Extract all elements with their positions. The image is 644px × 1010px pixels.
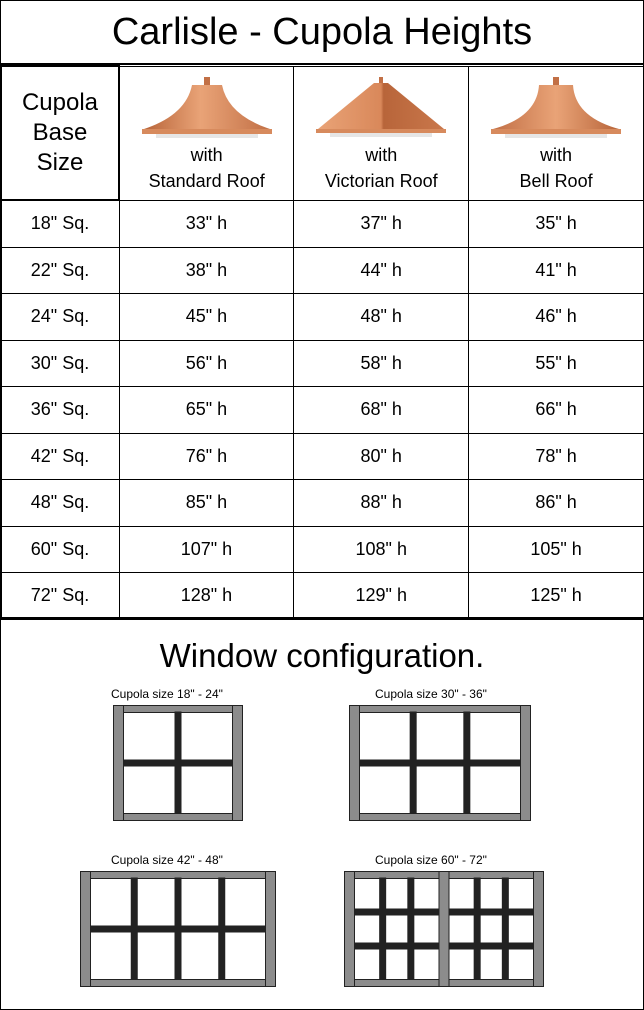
- window-config-label: Cupola size 42" - 48": [111, 853, 223, 867]
- standard-height-cell: 33" h: [119, 200, 294, 247]
- roof-caption-line1: with: [540, 144, 573, 165]
- window-muntin: [355, 943, 440, 949]
- bell-height-cell: 35" h: [469, 200, 644, 247]
- table-row: [1, 340, 644, 387]
- window-frame-side: [521, 706, 531, 821]
- standard-height-cell: 76" h: [119, 433, 294, 480]
- heights-table-body: [1, 200, 644, 619]
- window-muntin: [449, 909, 534, 915]
- standard-height-cell: 45" h: [119, 294, 294, 341]
- window-mullion: [502, 878, 508, 979]
- standard-height-cell: 128" h: [119, 573, 294, 620]
- roof-caption-line2: Bell Roof: [519, 170, 593, 191]
- window-mullion: [380, 878, 386, 979]
- window-frame-side: [534, 872, 544, 987]
- standard-height-cell: 85" h: [119, 480, 294, 527]
- bell-height-cell: 78" h: [469, 433, 644, 480]
- table-row: [1, 247, 644, 294]
- standard-roof-column-header: [119, 66, 294, 200]
- window-muntin: [360, 760, 521, 766]
- window-center-post: [439, 872, 449, 987]
- base-size-cell: 42" Sq.: [1, 433, 119, 480]
- table-row: [1, 433, 644, 480]
- victorian-roof-icon: [314, 77, 448, 141]
- window-frame-side: [114, 706, 124, 821]
- bell-height-cell: 46" h: [469, 294, 644, 341]
- base-size-cell: 48" Sq.: [1, 480, 119, 527]
- bell-roof-column-header: [469, 66, 644, 200]
- base-size-cell: 60" Sq.: [1, 526, 119, 573]
- window-rail: [124, 706, 233, 713]
- table-row: [1, 480, 644, 527]
- victorian-height-cell: 108" h: [294, 526, 469, 573]
- window-diagram-60-72: [344, 871, 544, 987]
- standard-height-cell: 56" h: [119, 340, 294, 387]
- window-configuration-section: [1, 617, 643, 1009]
- size-header-line: Cupola: [21, 89, 99, 116]
- window-config-label: Cupola size 60" - 72": [375, 853, 487, 867]
- heights-table: [0, 65, 644, 620]
- roof-caption-line1: with: [190, 144, 223, 165]
- standard-height-cell: 38" h: [119, 247, 294, 294]
- window-frame-side: [233, 706, 243, 821]
- roof-caption-line2: Victorian Roof: [324, 170, 438, 191]
- bell-roof-icon: [489, 77, 623, 141]
- victorian-height-cell: 88" h: [294, 480, 469, 527]
- window-rail: [360, 706, 521, 713]
- bell-height-cell: 41" h: [469, 247, 644, 294]
- window-rail: [449, 980, 534, 987]
- window-rail: [360, 814, 521, 821]
- victorian-height-cell: 48" h: [294, 294, 469, 341]
- window-muntin: [449, 943, 534, 949]
- page-title: Carlisle - Cupola Heights: [1, 1, 643, 65]
- window-rail: [91, 872, 266, 879]
- table-row: [1, 387, 644, 434]
- window-diagram-18-24: [113, 705, 243, 821]
- table-row: [1, 200, 644, 247]
- table-header-row: [1, 66, 644, 200]
- window-frame-side: [266, 872, 276, 987]
- size-column-header: [1, 66, 119, 200]
- window-config-label: Cupola size 18" - 24": [111, 687, 223, 701]
- table-row: [1, 294, 644, 341]
- victorian-height-cell: 37" h: [294, 200, 469, 247]
- base-size-cell: 24" Sq.: [1, 294, 119, 341]
- standard-height-cell: 65" h: [119, 387, 294, 434]
- window-diagram-42-48: [80, 871, 276, 987]
- window-diagram-30-36: [349, 705, 531, 821]
- table-row: [1, 573, 644, 620]
- bell-height-cell: 66" h: [469, 387, 644, 434]
- window-rail: [355, 872, 440, 879]
- table-row: [1, 526, 644, 573]
- window-rail: [124, 814, 233, 821]
- size-header-line: Size: [36, 149, 84, 176]
- base-size-cell: 72" Sq.: [1, 573, 119, 620]
- size-header-line: Base: [32, 119, 88, 146]
- window-mullion: [474, 878, 480, 979]
- victorian-height-cell: 68" h: [294, 387, 469, 434]
- standard-height-cell: 107" h: [119, 526, 294, 573]
- base-size-cell: 36" Sq.: [1, 387, 119, 434]
- window-frame-side: [345, 872, 355, 987]
- victorian-height-cell: 80" h: [294, 433, 469, 480]
- window-frame-side: [81, 872, 91, 987]
- bell-height-cell: 55" h: [469, 340, 644, 387]
- victorian-height-cell: 58" h: [294, 340, 469, 387]
- window-rail: [449, 872, 534, 879]
- roof-caption-line2: Standard Roof: [148, 170, 265, 191]
- window-mullion: [408, 878, 414, 979]
- base-size-cell: 30" Sq.: [1, 340, 119, 387]
- bell-height-cell: 125" h: [469, 573, 644, 620]
- window-config-label: Cupola size 30" - 36": [375, 687, 487, 701]
- victorian-height-cell: 129" h: [294, 573, 469, 620]
- base-size-cell: 18" Sq.: [1, 200, 119, 247]
- roof-caption-line1: with: [365, 144, 398, 165]
- window-section-title: Window configuration.: [159, 637, 485, 674]
- base-size-cell: 22" Sq.: [1, 247, 119, 294]
- window-rail: [91, 980, 266, 987]
- bell-height-cell: 105" h: [469, 526, 644, 573]
- window-muntin: [91, 926, 266, 932]
- victorian-height-cell: 44" h: [294, 247, 469, 294]
- window-muntin: [355, 909, 440, 915]
- bell-height-cell: 86" h: [469, 480, 644, 527]
- standard-roof-icon: [140, 77, 274, 141]
- window-rail: [355, 980, 440, 987]
- window-frame-side: [350, 706, 360, 821]
- victorian-roof-column-header: [294, 66, 469, 200]
- window-muntin: [124, 760, 233, 766]
